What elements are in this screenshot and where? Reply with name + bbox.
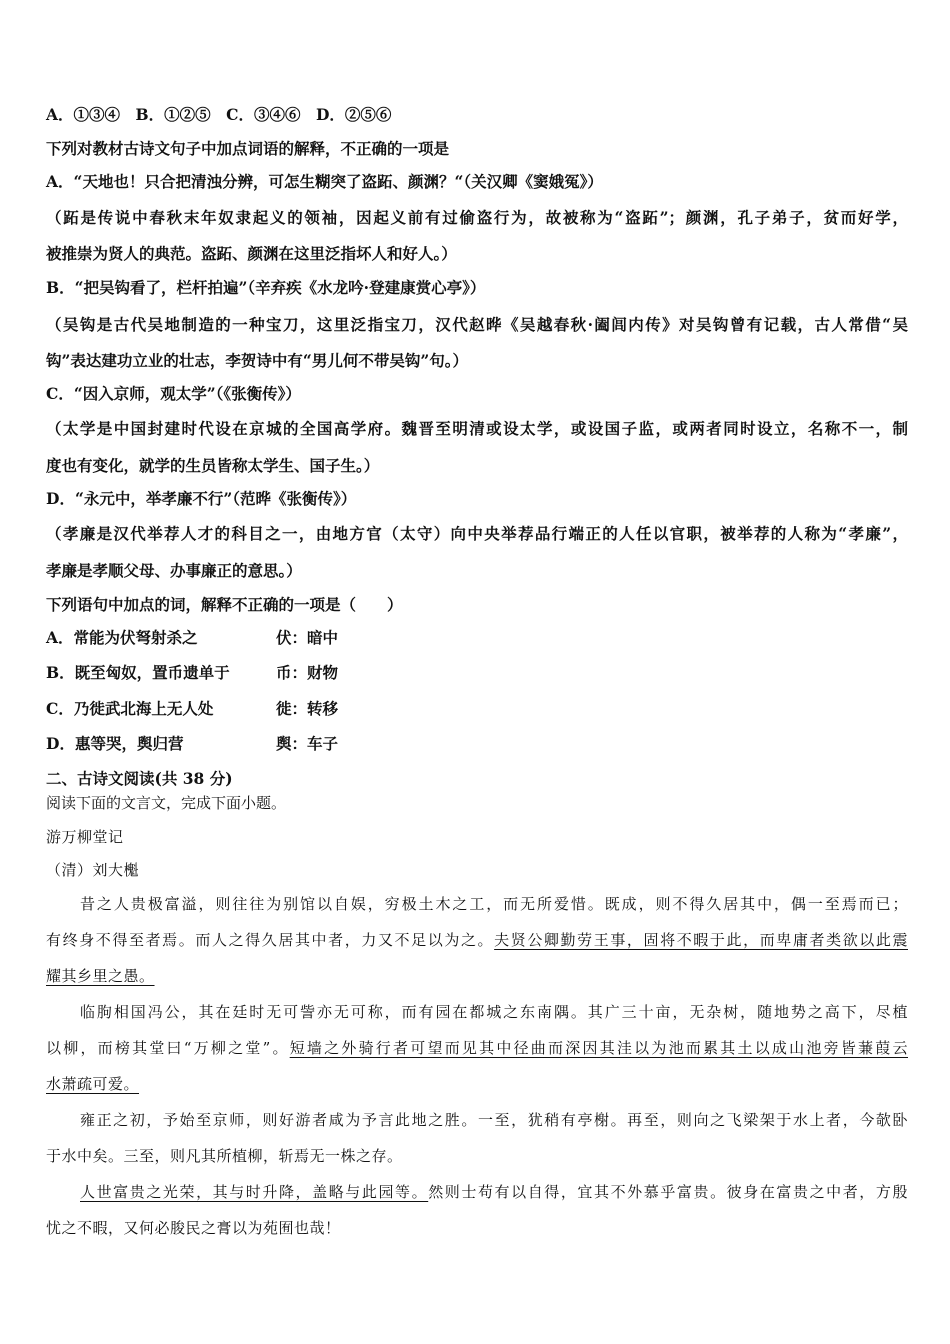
option-row (46, 661, 230, 683)
option-text: C．乃徙武北海上无人处 (46, 699, 214, 718)
paragraph-2-line-1: 临朐相国冯公，其在廷时无可訾亦无可称，而有园在都城之东南隅。其广三十亩，无杂树，随地势之高下，尽植 (80, 1003, 908, 1021)
option-c-note-line-2: 度也有变化，就学的生员皆称太学生、国子生。） (46, 456, 380, 475)
option-explanation: 舆：车子 (276, 734, 339, 753)
option-a: A．“天地也！只合把清浊分辨，可怎生糊突了盗跖、颜渊？“（关汉卿《窦娥冤》） (46, 172, 603, 191)
paragraph-3-line-2: 于水中矣。三至，则凡其所植柳，斩焉无一株之存。 (46, 1147, 403, 1165)
reading-instruction: 阅读下面的文言文，完成下面小题。 (46, 794, 287, 812)
option-explanation: 徙：转移 (276, 699, 339, 718)
option-a-note-line-1: （跖是传说中春秋末年奴隶起义的领袖，因起义前有过偷盗行为，故被称为“盗跖”；颜渊，孔子弟子，贫而好学， (46, 208, 908, 227)
option-d-note-line-1: （孝廉是汉代举荐人才的科目之一，由地方官（太守）向中央举荐品行端正的人任以官职，被举荐的人称为“孝廉”， (46, 524, 908, 543)
underlined-sentence: 夫贤公卿勤劳王事，固将不暇于此，而卑庸者类欲以此震 (494, 931, 908, 949)
plain-text: 以柳，而榜其堂曰“万柳之堂”。 (46, 1039, 290, 1057)
plain-text: 有终身不得至者焉。而人之得久居其中者，力又不足以为之。 (46, 931, 495, 949)
option-c: C．“因入京师，观太学”（《张衡传》） (46, 384, 301, 403)
question-stem: 下列对教材古诗文句子中加点词语的解释，不正确的一项是 (46, 139, 450, 158)
passage-author: （清）刘大櫆 (46, 861, 140, 879)
option-text: D．惠等哭，舆归营 (46, 734, 184, 753)
underlined-sentence-end: 水萧疏可爱。 (46, 1075, 140, 1093)
option-d-note-line-2: 孝廉是孝顺父母、办事廉正的意思。） (46, 561, 302, 580)
section-heading: 二、古诗文阅读(共 38 分) (46, 769, 233, 788)
option-b-note-line-1: （吴钩是古代吴地制造的一种宝刀，这里泛指宝刀，汉代赵晔《吴越春秋·阖闾内传》对吴钩曾有记载，古人常借“吴 (46, 315, 908, 334)
underlined-sentence: 人世富贵之光荣，其与时升降，盖略与此园等。 (80, 1183, 429, 1201)
option-explanation: 伏：暗中 (276, 628, 339, 647)
option-b: B．“把吴钩看了，栏杆拍遍”（辛弃疾《水龙吟·登建康赏心亭》） (46, 278, 486, 297)
paragraph-1-line-2 (46, 929, 908, 950)
option-c-note-line-1: （太学是中国封建时代设在京城的全国高学府。魏晋至明清或设太学，或设国子监，或两者同时设立，名称不一，制 (46, 419, 908, 438)
option-explanation: 币：财物 (276, 663, 339, 682)
option-text: B．既至匈奴，置币遗单于 (46, 663, 230, 682)
option-a-note-line-2: 被推崇为贤人的典范。盗跖、颜渊在这里泛指坏人和好人。） (46, 244, 457, 263)
underlined-sentence-end: 耀其乡里之愚。 (46, 967, 155, 985)
option-row (46, 732, 183, 754)
paragraph-2-line-2 (46, 1037, 908, 1058)
passage-title: 游万柳堂记 (46, 828, 124, 846)
option-row (46, 626, 198, 648)
previous-question-options: A．①③④ B．①②⑤ C．③④⑥ D．②⑤⑥ (46, 105, 392, 124)
option-d: D．“永元中，举孝廉不行”（范晔《张衡传》） (46, 489, 357, 508)
question-stem-2: 下列语句中加点的词，解释不正确的一项是（ ） (46, 595, 403, 614)
paragraph-1-line-1: 昔之人贵极富溢，则往往为别馆以自娱，穷极土木之工，而无所爱惜。既成，则不得久居其中，偶一至焉而已； (80, 895, 908, 913)
option-row (46, 697, 213, 719)
option-b-note-line-2: 钩”表达建功立业的壮志，李贺诗中有“男儿何不带吴钩”句。） (46, 351, 468, 370)
plain-text: 然则士苟有以自得，宜其不外慕乎富贵。彼身在富贵之中者，方殷 (428, 1183, 908, 1201)
underlined-sentence: 短墙之外骑行者可望而见其中径曲而深因其洼以为池而累其土以成山池旁皆蒹葭云 (289, 1039, 908, 1057)
paragraph-4-line-1 (46, 1181, 908, 1202)
paragraph-4-line-2: 忧之不暇，又何必朘民之膏以为苑囿也哉！ (46, 1219, 341, 1237)
option-text: A．常能为伏弩射杀之 (46, 628, 198, 647)
paragraph-3-line-1: 雍正之初，予始至京师，则好游者咸为予言此地之胜。一至，犹稍有亭榭。再至，则向之飞梁架于水上者，今欹卧 (80, 1111, 908, 1129)
